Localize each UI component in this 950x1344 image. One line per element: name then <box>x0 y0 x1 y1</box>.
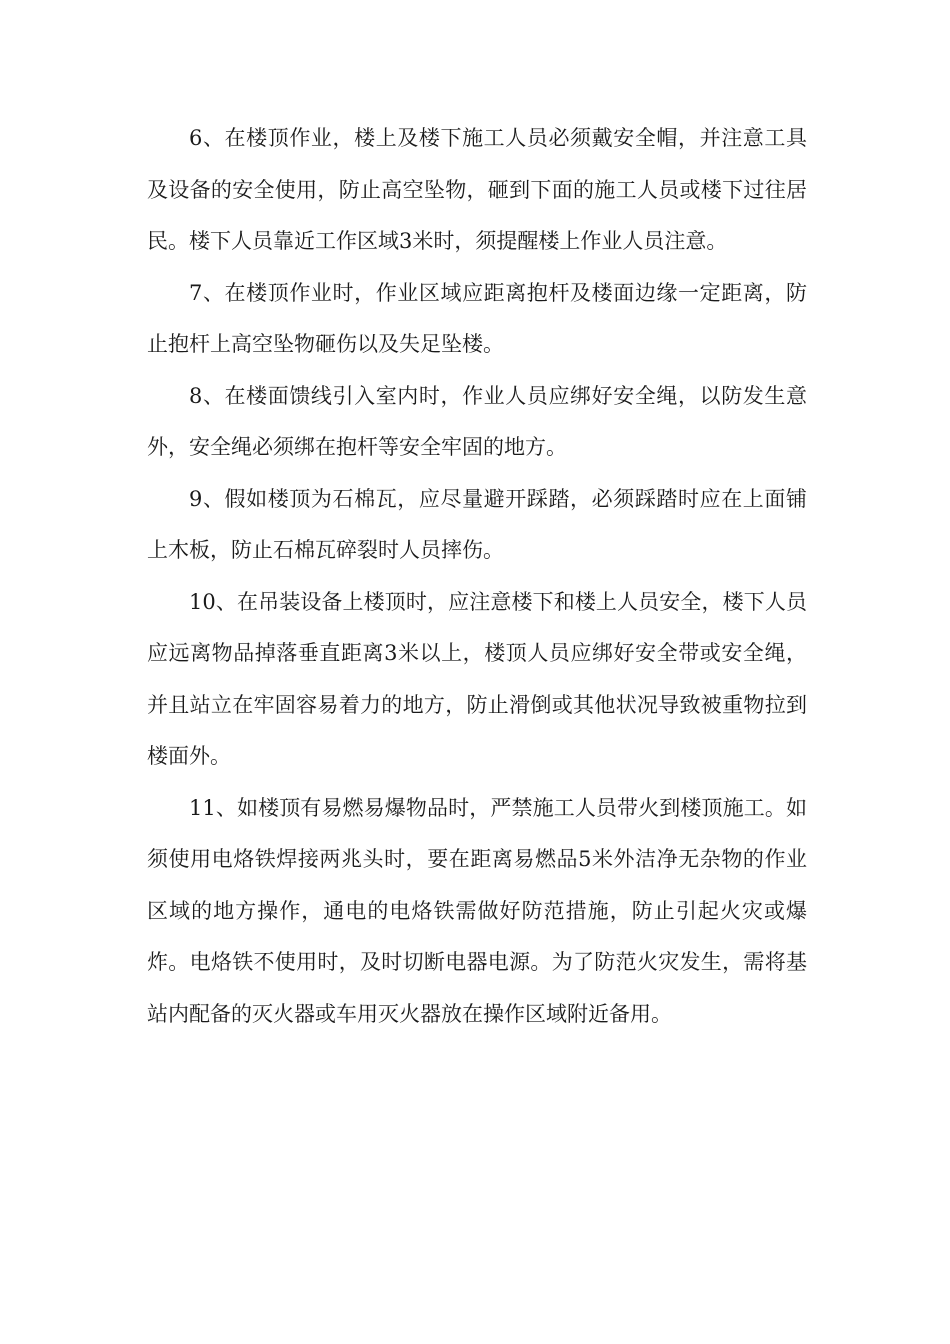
paragraph-10: 10、在吊装设备上楼顶时，应注意楼下和楼上人员安全，楼下人员应远离物品掉落垂直距离3米以上，楼顶人员应绑好安全带或安全绳，并且站立在牢固容易着力的地方，防止滑倒或其他状况导致被重物拉到楼面外。 <box>147 589 807 768</box>
paragraph-11: 11、如楼顶有易燃易爆物品时，严禁施工人员带火到楼顶施工。如须使用电烙铁焊接两兆头时，要在距离易燃品5米外洁净无杂物的作业区域的地方操作，通电的电烙铁需做好防范措施，防止引起火灾或爆炸。电烙铁不使用时，及时切断电器电源。为了防范火灾发生，需将基站内配备的灭火器或车用灭火器放在操作区域附近备用。 <box>147 795 807 1026</box>
paragraph-9: 9、假如楼顶为石棉瓦，应尽量避开踩踏，必须踩踏时应在上面铺上木板，防止石棉瓦碎裂时人员摔伤。 <box>147 486 807 562</box>
paragraph-8: 8、在楼面馈线引入室内时，作业人员应绑好安全绳，以防发生意外，安全绳必须绑在抱杆等安全牢固的地方。 <box>147 383 807 459</box>
paragraph-6: 6、在楼顶作业，楼上及楼下施工人员必须戴安全帽，并注意工具及设备的安全使用，防止高空坠物，砸到下面的施工人员或楼下过往居民。楼下人员靠近工作区域3米时，须提醒楼上作业人员注意。 <box>147 126 807 253</box>
paragraph-7: 7、在楼顶作业时，作业区域应距离抱杆及楼面边缘一定距离，防止抱杆上高空坠物砸伤以及失足坠楼。 <box>147 280 807 356</box>
document-body <box>147 113 807 1040</box>
